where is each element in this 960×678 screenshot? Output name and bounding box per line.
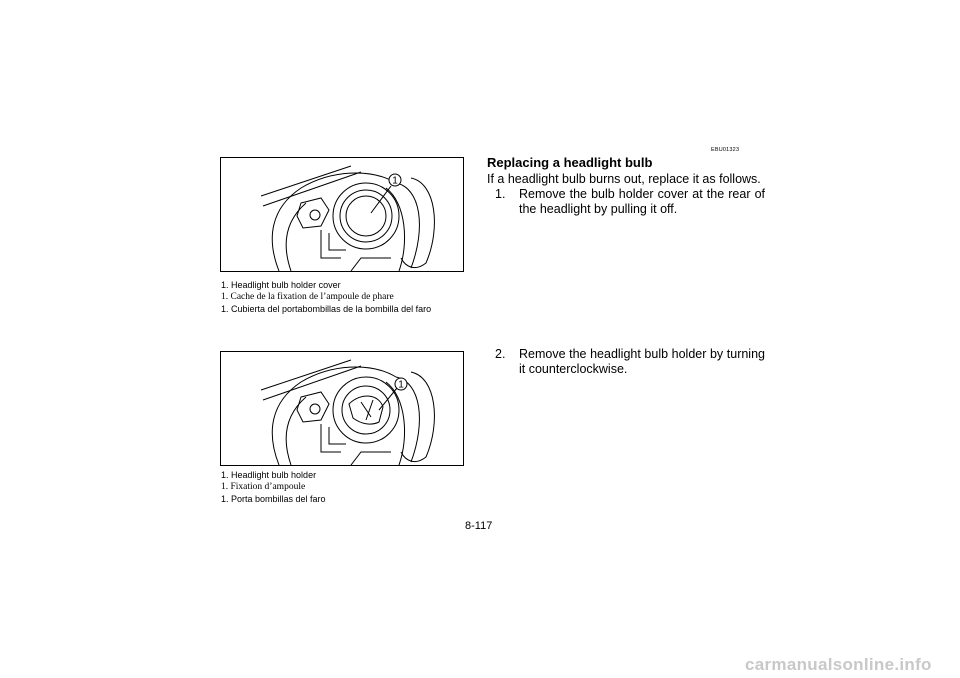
callout-label: 1 xyxy=(392,175,398,187)
watermark: carmanualsonline.info xyxy=(745,655,932,674)
section-heading: Replacing a headlight bulb xyxy=(487,155,653,170)
figure1-caption-es: 1. Cubierta del portabombillas de la bombilla del faro xyxy=(221,304,432,314)
callout-label: 1 xyxy=(398,379,404,391)
step-text: Remove the headlight bulb holder by turning it counterclockwise. xyxy=(519,347,765,376)
figure1-caption-fr: 1. Cache de la fixation de l’ampoule de phare xyxy=(221,292,394,302)
step-1 xyxy=(495,187,765,217)
figure1-caption-en: 1. Headlight bulb holder cover xyxy=(221,280,341,290)
step-2 xyxy=(495,347,765,377)
section-code: EBU01323 xyxy=(711,147,740,153)
figure-bulb-holder-cover xyxy=(220,157,464,272)
section-intro: If a headlight bulb burns out, replace it as follows. xyxy=(487,172,761,186)
figure2-caption-fr: 1. Fixation d’ampoule xyxy=(221,482,306,492)
figure2-caption-es: 1. Porta bombillas del faro xyxy=(221,494,326,504)
figure2-caption-en: 1. Headlight bulb holder xyxy=(221,470,317,480)
step-number: 2. xyxy=(495,347,506,361)
step-text: Remove the bulb holder cover at the rear of the headlight by pulling it off. xyxy=(519,187,765,216)
figure-bulb-holder xyxy=(220,351,464,466)
headlight-bulb-illustration xyxy=(221,352,463,465)
step-number: 1. xyxy=(495,187,506,201)
page-number: 8-117 xyxy=(465,520,493,532)
headlight-cover-illustration xyxy=(221,158,463,271)
